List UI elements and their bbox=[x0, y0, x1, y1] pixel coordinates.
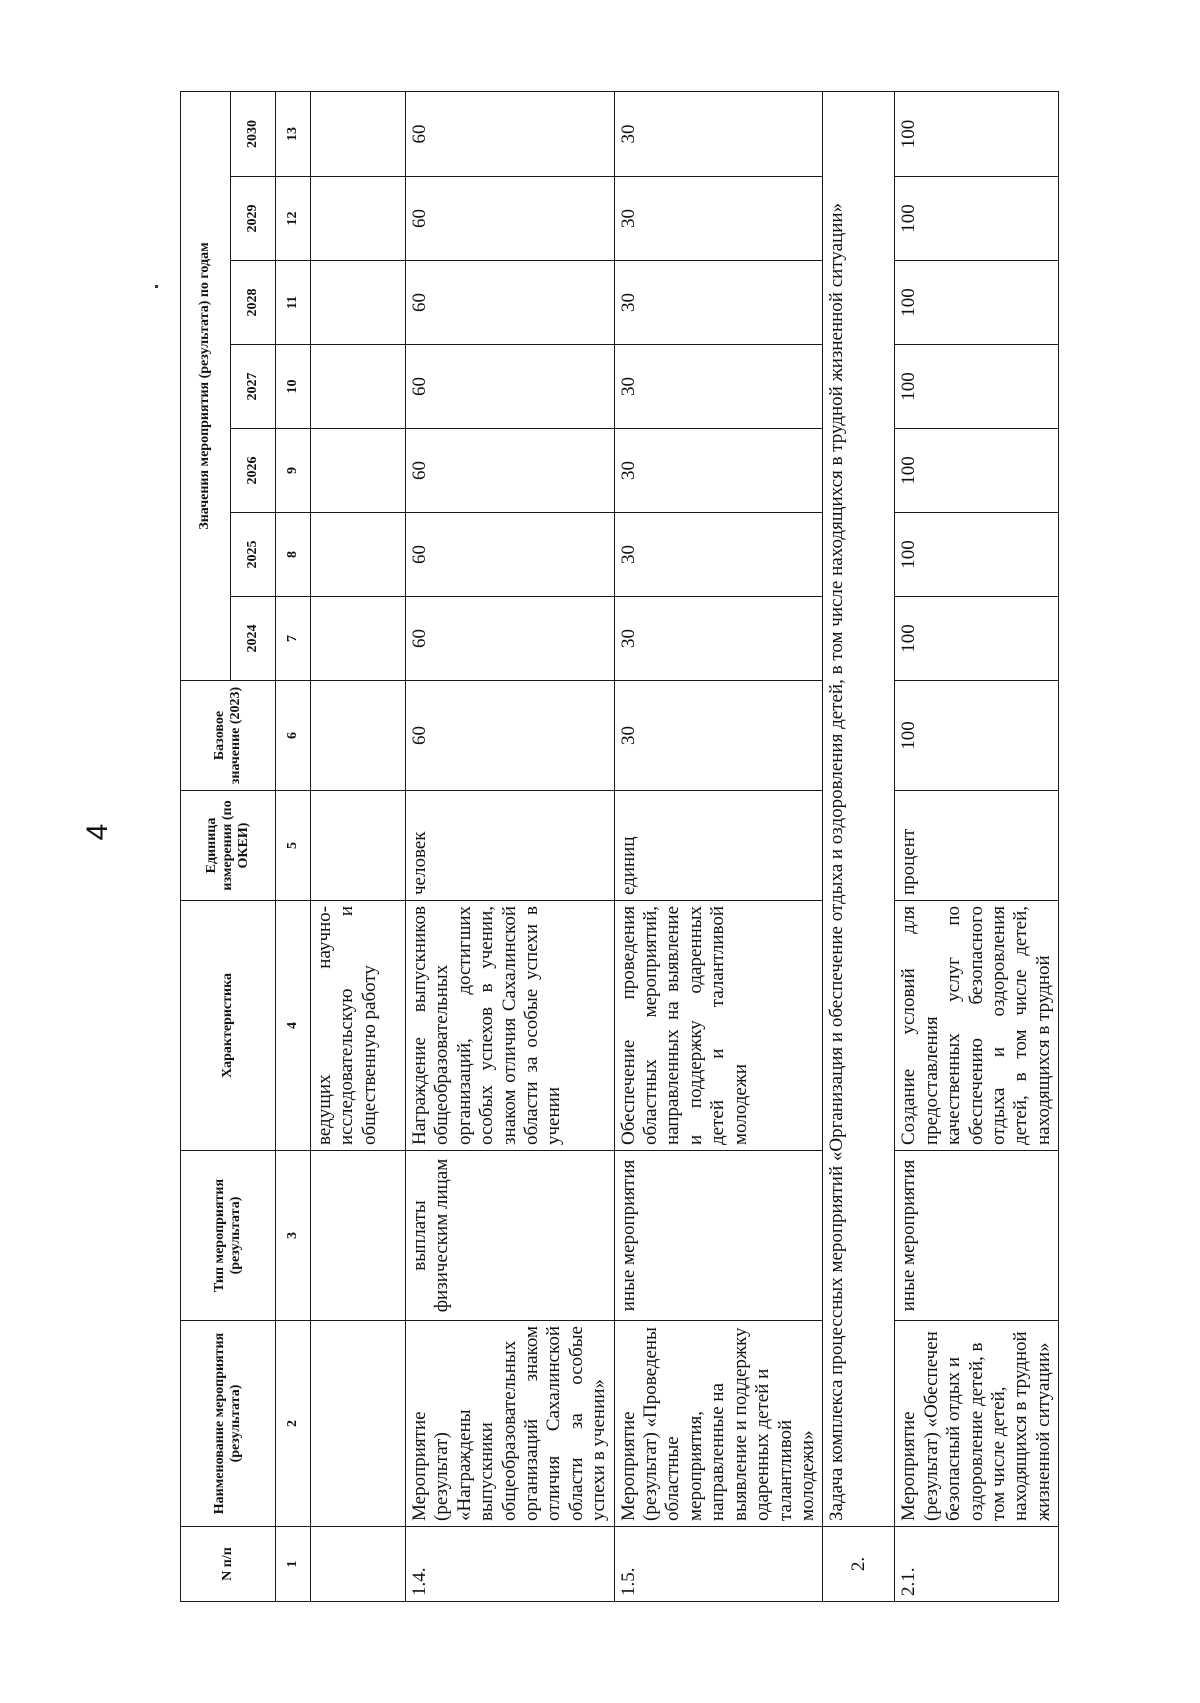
row-value: 100 bbox=[895, 429, 1059, 513]
row-value bbox=[311, 261, 406, 345]
row-value: 60 bbox=[406, 597, 615, 681]
header-name: Наименование мероприятия (результата) bbox=[181, 1321, 276, 1527]
row-type: иные мероприятия bbox=[614, 1151, 823, 1321]
row-name: Мероприятие (результат) «Проведены областные мероприятия, направленные на выявление и поддержку одаренных детей и талантливой молодежи» bbox=[614, 1321, 823, 1527]
column-number: 6 bbox=[276, 681, 311, 791]
column-number: 3 bbox=[276, 1151, 311, 1321]
row-value: 60 bbox=[406, 429, 615, 513]
row-value: 60 bbox=[406, 345, 615, 429]
row-value: 100 bbox=[895, 261, 1059, 345]
row-characteristic: Награждение выпускников общеобразовательных организаций, достигших особых успехов в учении, знаком отличия Сахалинской области за особые успехи в учении bbox=[406, 901, 615, 1151]
task-text: Задача комплекса процессных мероприятий «Организация и обеспечение отдыха и оздоровления детей, в том числе находящихся в трудной жизненной ситуации» bbox=[823, 92, 895, 1527]
column-number: 2 bbox=[276, 1321, 311, 1527]
row-value: 60 bbox=[406, 261, 615, 345]
row-value: 30 bbox=[614, 261, 823, 345]
row-type bbox=[311, 1151, 406, 1321]
row-base: 30 bbox=[614, 681, 823, 791]
column-number: 9 bbox=[276, 429, 311, 513]
table-row bbox=[614, 92, 823, 1602]
header-values-group: Значения мероприятия (результата) по годам bbox=[181, 92, 231, 681]
measures-table bbox=[180, 91, 1059, 1602]
scan-speck bbox=[155, 285, 158, 288]
header-characteristic: Характеристика bbox=[181, 901, 276, 1151]
row-value: 60 bbox=[406, 92, 615, 177]
row-characteristic: Обеспечение проведения областных мероприятий, направленных на выявление и поддержку одаренных детей и талантливой молодежи bbox=[614, 901, 823, 1151]
header-year: 2028 bbox=[231, 261, 276, 345]
row-unit bbox=[311, 791, 406, 901]
table-row bbox=[406, 92, 615, 1602]
header-year: 2024 bbox=[231, 597, 276, 681]
row-value bbox=[311, 513, 406, 597]
header-year: 2030 bbox=[231, 92, 276, 177]
header-year: 2029 bbox=[231, 177, 276, 261]
column-number: 12 bbox=[276, 177, 311, 261]
row-name bbox=[311, 1321, 406, 1527]
row-value bbox=[311, 345, 406, 429]
row-base: 100 bbox=[895, 681, 1059, 791]
row-value: 30 bbox=[614, 429, 823, 513]
header-type: Тип мероприятия (результата) bbox=[181, 1151, 276, 1321]
task-num: 2. bbox=[823, 1527, 895, 1602]
row-value: 60 bbox=[406, 177, 615, 261]
row-num: 1.4. bbox=[406, 1527, 615, 1602]
header-unit: Единица измерения (по ОКЕИ) bbox=[181, 791, 276, 901]
row-value bbox=[311, 429, 406, 513]
rotated-table-sheet bbox=[180, 92, 1115, 1602]
row-base: 60 bbox=[406, 681, 615, 791]
row-value: 100 bbox=[895, 177, 1059, 261]
row-characteristic: Создание условий для предоставления качественных услуг по обеспечению безопасного отдыха и оздоровления детей, в том числе детей, находящихся в трудной bbox=[895, 901, 1059, 1151]
page-number: 4 bbox=[81, 823, 114, 841]
row-value bbox=[311, 597, 406, 681]
column-number: 5 bbox=[276, 791, 311, 901]
header-year: 2026 bbox=[231, 429, 276, 513]
column-numbers-row bbox=[276, 92, 311, 1602]
row-base bbox=[311, 681, 406, 791]
column-number: 13 bbox=[276, 92, 311, 177]
column-number: 11 bbox=[276, 261, 311, 345]
task-row bbox=[823, 92, 895, 1602]
row-type: иные мероприятия bbox=[895, 1151, 1059, 1321]
row-value: 30 bbox=[614, 177, 823, 261]
table-row bbox=[311, 92, 406, 1602]
row-unit: процент bbox=[895, 791, 1059, 901]
row-value bbox=[311, 92, 406, 177]
header-year: 2025 bbox=[231, 513, 276, 597]
row-value: 100 bbox=[895, 345, 1059, 429]
row-num bbox=[311, 1527, 406, 1602]
row-num: 1.5. bbox=[614, 1527, 823, 1602]
column-number: 1 bbox=[276, 1527, 311, 1602]
row-value: 100 bbox=[895, 597, 1059, 681]
header-base: Базовое значение (2023) bbox=[181, 681, 276, 791]
row-name: Мероприятие (результат) «Обеспечен безопасный отдых и оздоровление детей, в том числе детей, находящихся в трудной жизненной ситуации» bbox=[895, 1321, 1059, 1527]
row-value: 60 bbox=[406, 513, 615, 597]
row-value: 30 bbox=[614, 92, 823, 177]
row-value: 30 bbox=[614, 345, 823, 429]
column-number: 7 bbox=[276, 597, 311, 681]
row-unit: единиц bbox=[614, 791, 823, 901]
row-name: Мероприятие (результат) «Награждены выпускники общеобразовательных организаций знаком отличия Сахалинской области за особые успехи в учении» bbox=[406, 1321, 615, 1527]
header-num: N п/п bbox=[181, 1527, 276, 1602]
row-type: выплаты физическим лицам bbox=[406, 1151, 615, 1321]
row-value: 30 bbox=[614, 597, 823, 681]
row-num: 2.1. bbox=[895, 1527, 1059, 1602]
row-characteristic: ведущих научно-исследовательскую и общественную работу bbox=[311, 901, 406, 1151]
table-row bbox=[895, 92, 1059, 1602]
row-value: 30 bbox=[614, 513, 823, 597]
row-value bbox=[311, 177, 406, 261]
row-value: 100 bbox=[895, 92, 1059, 177]
column-number: 8 bbox=[276, 513, 311, 597]
column-number: 4 bbox=[276, 901, 311, 1151]
header-year: 2027 bbox=[231, 345, 276, 429]
row-unit: человек bbox=[406, 791, 615, 901]
column-number: 10 bbox=[276, 345, 311, 429]
row-value: 100 bbox=[895, 513, 1059, 597]
